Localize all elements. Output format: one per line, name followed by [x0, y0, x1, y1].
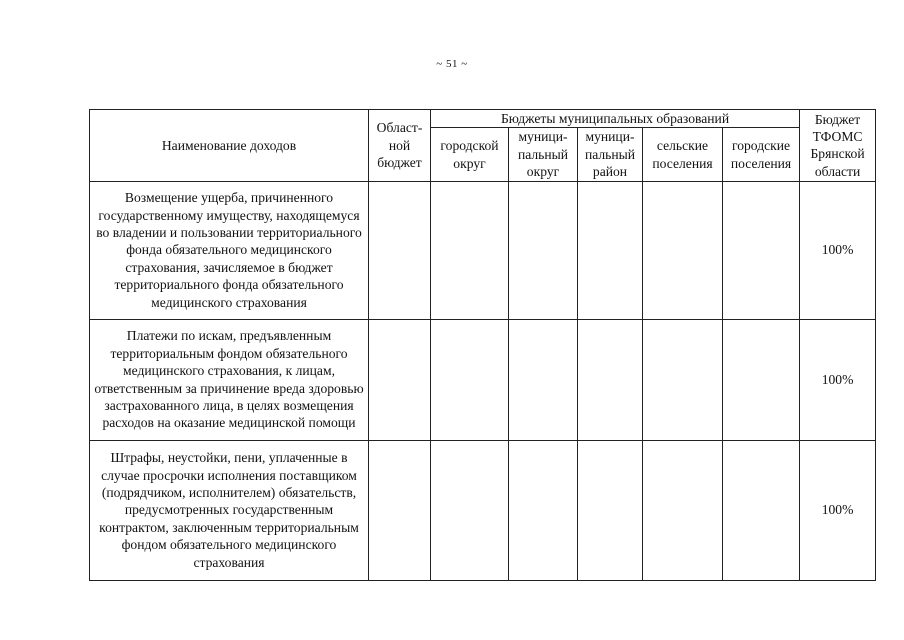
income-distribution-table — [89, 109, 876, 581]
municipal-rayon-cell — [578, 319, 643, 440]
income-name-cell: Штрафы, неустойки, пени, уплаченные в случае просрочки исполнения поставщиком (подрядчиком, исполнителем) обязательств, предусмотренных государственным контрактом, заключенным территориальным фондом обязательного медицинского страхования — [90, 440, 369, 580]
header-urban-settlements: городские поселения — [723, 128, 800, 181]
municipal-okrug-cell — [509, 319, 578, 440]
header-regional-budget: Област- ной бюджет — [369, 110, 431, 182]
rural-cell — [643, 319, 723, 440]
urban-cell — [723, 440, 800, 580]
income-name-cell: Платежи по искам, предъявленным территориальным фондом обязательного медицинского страхования, к лицам, ответственным за причинение вреда здоровью застрахованного лица, в целях возмещения расходов на оказание медицинской помощи — [90, 319, 369, 440]
urban-cell — [723, 181, 800, 319]
header-income-name: Наименование доходов — [90, 110, 369, 182]
tfoms-percent-cell: 100% — [800, 181, 876, 319]
table-row — [90, 440, 876, 580]
header-city-district: городской округ — [431, 128, 509, 181]
header-municipal-budgets: Бюджеты муниципальных образований — [431, 110, 800, 128]
header-municipal-okrug: муници- пальный округ — [509, 128, 578, 181]
city-district-cell — [431, 319, 509, 440]
regional-cell — [369, 181, 431, 319]
tfoms-percent-cell: 100% — [800, 440, 876, 580]
city-district-cell — [431, 181, 509, 319]
municipal-rayon-cell — [578, 181, 643, 319]
header-tfoms-budget: Бюджет ТФОМС Брянской области — [800, 110, 876, 182]
header-rural-settlements: сельские поселения — [643, 128, 723, 181]
income-name-cell: Возмещение ущерба, причиненного государственному имуществу, находящемуся во владении и пользовании территориального фонда обязательного медицинского страхования, зачисляемое в бюджет территориального фонда обязательного медицинского страхования — [90, 181, 369, 319]
regional-cell — [369, 440, 431, 580]
urban-cell — [723, 319, 800, 440]
table-row — [90, 181, 876, 319]
municipal-rayon-cell — [578, 440, 643, 580]
rural-cell — [643, 181, 723, 319]
header-municipal-rayon: муници- пальный район — [578, 128, 643, 181]
table-row — [90, 319, 876, 440]
rural-cell — [643, 440, 723, 580]
municipal-okrug-cell — [509, 181, 578, 319]
regional-cell — [369, 319, 431, 440]
municipal-okrug-cell — [509, 440, 578, 580]
tfoms-percent-cell: 100% — [800, 319, 876, 440]
page-number: ~ 51 ~ — [436, 58, 468, 70]
city-district-cell — [431, 440, 509, 580]
